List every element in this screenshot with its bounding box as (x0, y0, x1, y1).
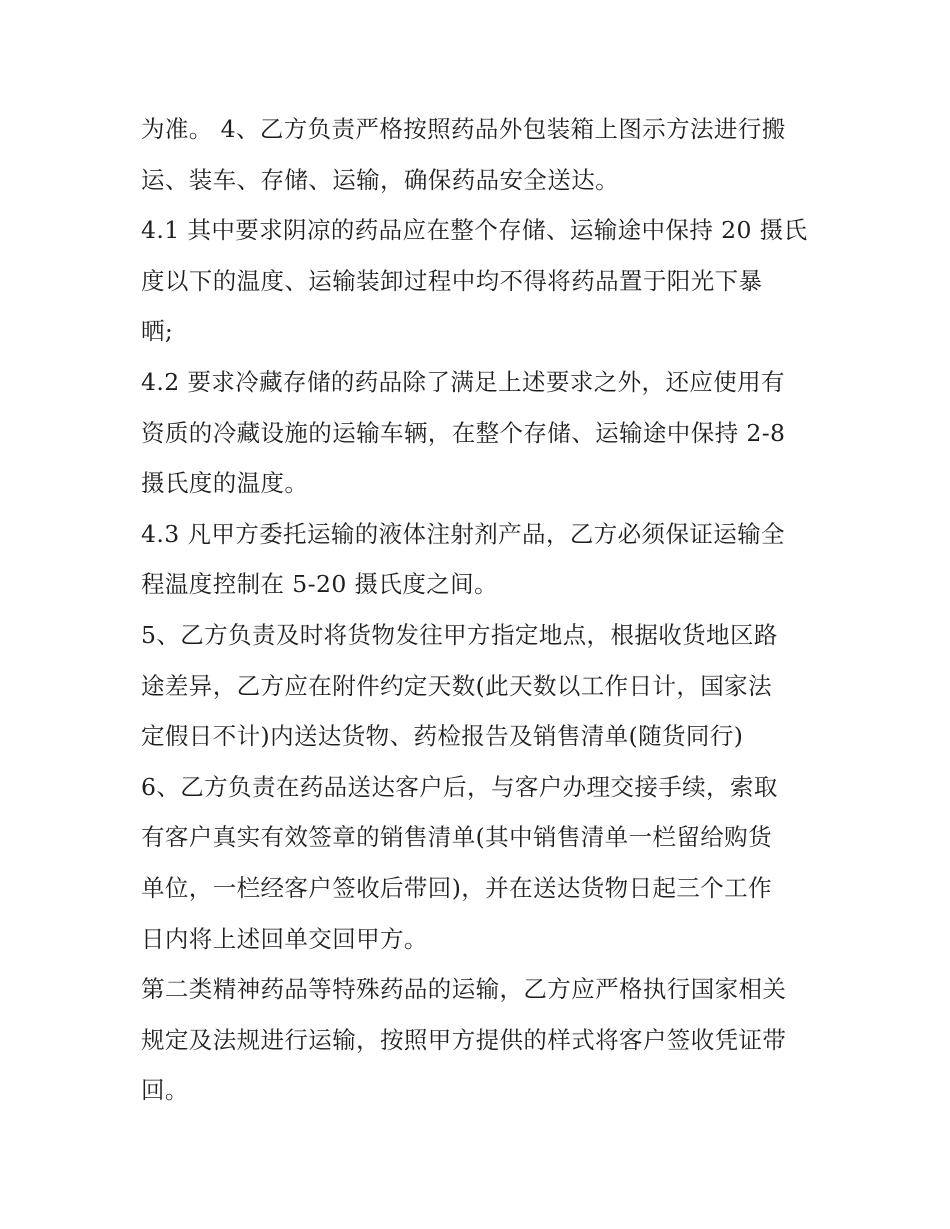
text-line: 资质的冷藏设施的运输车辆，在整个存储、运输途中保持 2-8 (141, 418, 786, 447)
text-line: 摄氏度的温度。 (141, 469, 309, 498)
text-line: 规定及法规进行运输，按照甲方提供的样式将客户签收凭证带 (141, 1025, 787, 1054)
text-line: 5、乙方负责及时将货物发往甲方指定地点，根据收货地区路 (141, 620, 778, 649)
text-line: 回。 (141, 1076, 189, 1105)
text-line: 第二类精神药品等特殊药品的运输，乙方应严格执行国家相关 (141, 975, 787, 1004)
text-line: 度以下的温度、运输装卸过程中均不得将药品置于阳光下暴 (141, 266, 763, 295)
text-line: 6、乙方负责在药品送达客户后，与客户办理交接手续，索取 (141, 772, 778, 801)
text-line: 途差异，乙方应在附件约定天数(此天数以工作日计，国家法 (141, 671, 772, 700)
text-line: 程温度控制在 5-20 摄氏度之间。 (141, 570, 498, 599)
text-line: 日内将上述回单交回甲方。 (141, 924, 428, 953)
text-line: 晒; (141, 317, 174, 346)
text-line: 运、装车、存储、运输，确保药品安全送达。 (141, 165, 619, 194)
text-line: 4.1 其中要求阴凉的药品应在整个存储、运输途中保持 20 摄氏 (141, 216, 808, 245)
text-line: 4.3 凡甲方委托运输的液体注射剂产品，乙方必须保证运输全 (141, 519, 785, 548)
text-line: 单位，一栏经客户签收后带回)，并在送达货物日起三个工作 (141, 873, 772, 902)
text-line: 为准。 4、乙方负责严格按照药品外包装箱上图示方法进行搬 (141, 115, 786, 143)
text-line: 有客户真实有效签章的销售清单(其中销售清单一栏留给购货 (141, 823, 772, 852)
text-line: 定假日不计)内送达货物、药检报告及销售清单(随货同行) (141, 722, 744, 751)
text-line: 4.2 要求冷藏存储的药品除了满足上述要求之外，还应使用有 (141, 367, 785, 396)
document-body (141, 104, 821, 1116)
